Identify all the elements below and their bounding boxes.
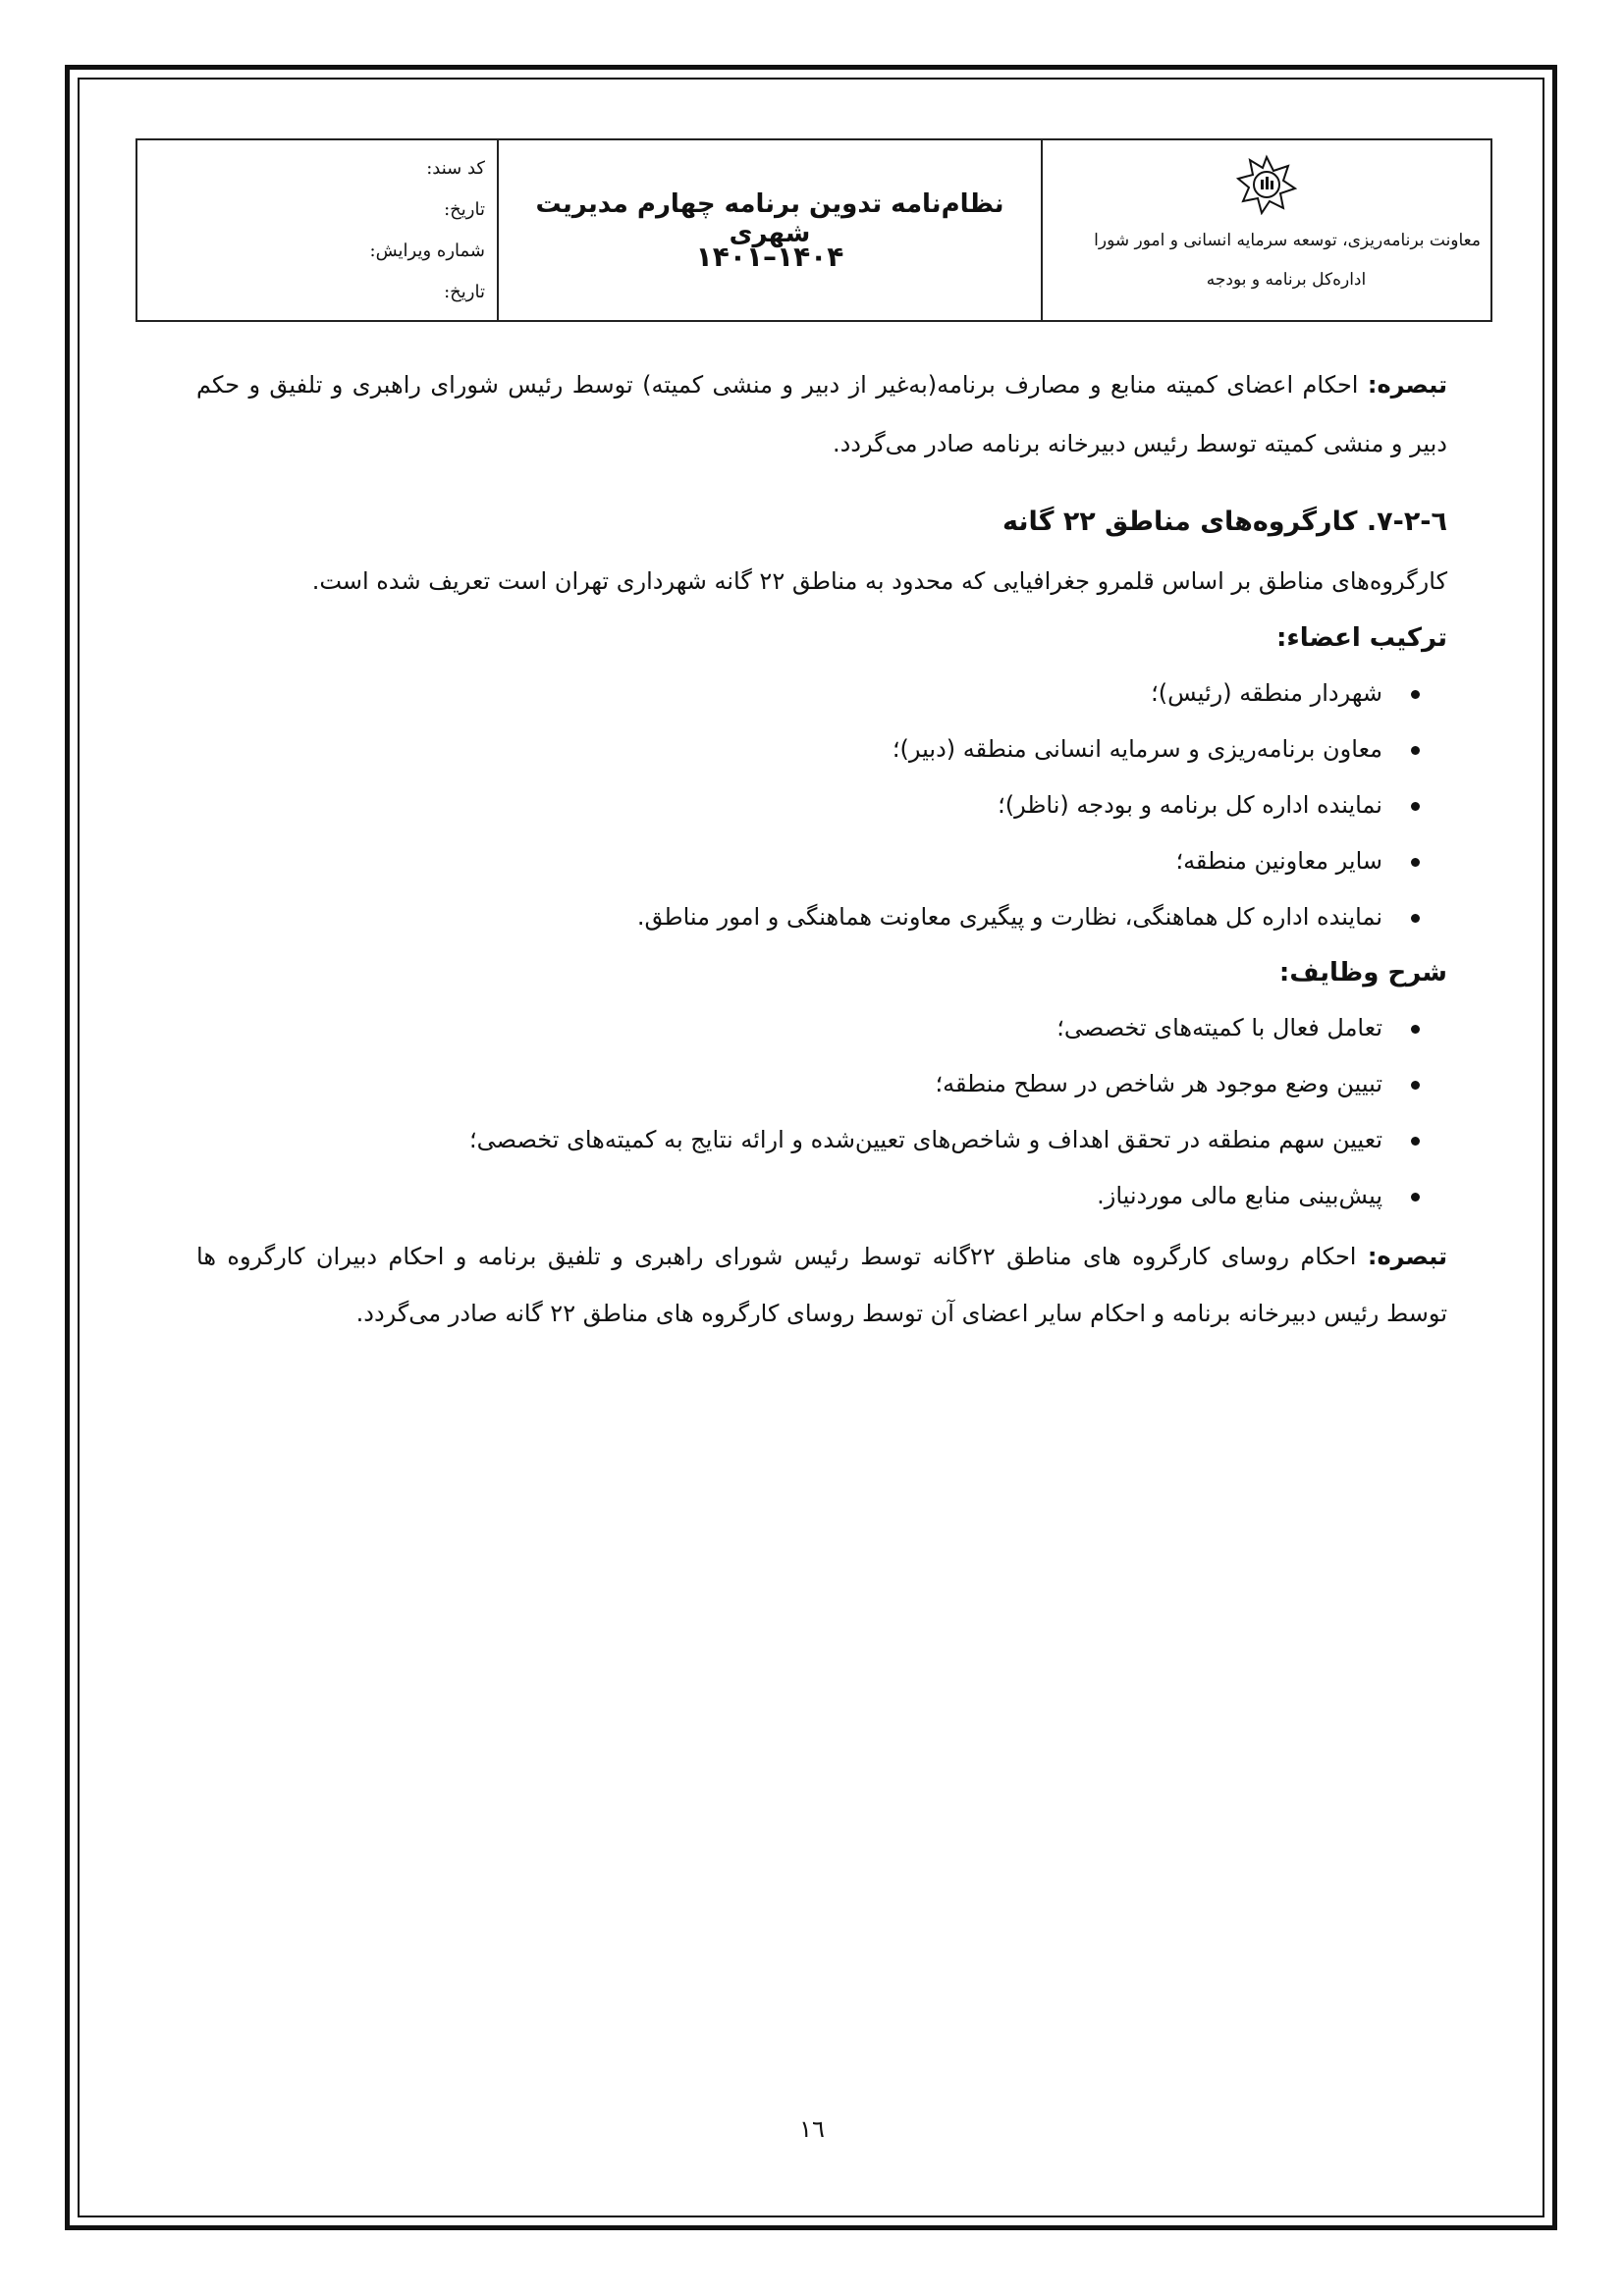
edition-label: شماره ویرایش: <box>369 240 485 261</box>
document-period: ۱۴۰۴–۱۴۰۱ <box>695 240 844 273</box>
members-list <box>196 666 1447 945</box>
bullet-icon <box>1411 1137 1420 1146</box>
bullet-icon <box>1411 690 1420 699</box>
list-item: نماینده اداره کل برنامه و بودجه (ناظر)؛ <box>196 777 1420 833</box>
note-label: تبصره: <box>1367 371 1447 399</box>
section-intro: کارگروه‌های مناطق بر اساس قلمرو جغرافیایی که محدود به مناطق ۲۲ گانه شهرداری تهران است تعریف شده است. <box>311 567 1447 595</box>
note-text: احکام روسای کارگروه های مناطق ۲۲گانه توسط رئیس شورای راهبری و تلفیق برنامه و احکام دبیران کارگروه ها توسط رئیس دبیرخانه برنامه و احکام سایر اعضای آن توسط روسای کارگروه های مناطق ۲۲ گانه صادر می‌گردد. <box>196 1243 1447 1327</box>
list-item: سایر معاونین منطقه؛ <box>196 833 1420 889</box>
bullet-icon <box>1411 1025 1420 1034</box>
list-item: نماینده اداره کل هماهنگی، نظارت و پیگیری معاونت هماهنگی و امور مناطق. <box>196 889 1420 945</box>
list-item: معاون برنامه‌ریزی و سرمایه انسانی منطقه (دبیر)؛ <box>196 721 1420 777</box>
note-text: احکام اعضای کمیته منابع و مصارف برنامه(به‌غیر از دبیر و منشی کمیته) توسط رئیس شورای راهبری و تلفیق و حکم دبیر و منشی کمیته توسط رئیس دبیرخانه برنامه صادر می‌گردد. <box>196 371 1447 457</box>
bullet-icon <box>1411 1193 1420 1201</box>
organization-name: معاونت برنامه‌ریزی، توسعه سرمایه انسانی و امور شورا <box>1094 231 1481 250</box>
document-body <box>196 355 1447 1342</box>
bullet-icon <box>1411 914 1420 923</box>
bullet-icon <box>1411 1081 1420 1090</box>
header-meta-cell <box>137 140 497 320</box>
note-paragraph-1 <box>196 355 1447 473</box>
list-item: تبیین وضع موجود هر شاخص در سطح منطقه؛ <box>196 1056 1420 1112</box>
section-heading <box>196 493 1447 552</box>
header-title-cell <box>497 140 1041 320</box>
doc-code-label: کد سند: <box>426 158 485 179</box>
list-item: پیش‌بینی منابع مالی موردنیاز. <box>196 1168 1420 1224</box>
revision-date-label: تاریخ: <box>444 282 485 302</box>
department-name: اداره‌کل برنامه و بودجه <box>1206 270 1367 290</box>
duties-heading: شرح وظایف: <box>1278 958 1447 988</box>
bullet-icon <box>1411 802 1420 811</box>
page-number: ۱٦ <box>799 2115 825 2143</box>
section-title: کارگروه‌های مناطق ۲۲ گانه <box>1002 507 1367 537</box>
bullet-icon <box>1411 858 1420 867</box>
duties-list <box>196 1000 1447 1224</box>
document-header <box>135 138 1492 322</box>
list-item: تعامل فعال با کمیته‌های تخصصی؛ <box>196 1000 1420 1056</box>
municipality-logo-icon <box>1236 154 1297 215</box>
bullet-icon <box>1411 746 1420 755</box>
header-organization-cell <box>1041 140 1490 320</box>
list-item: تعیین سهم منطقه در تحقق اهداف و شاخص‌های تعیین‌شده و ارائه نتایج به کمیته‌های تخصصی؛ <box>196 1112 1420 1168</box>
document-title: نظام‌نامه تدوین برنامه چهارم مدیریت شهری <box>535 189 1004 248</box>
members-heading: ترکیب اعضاء: <box>1276 623 1447 653</box>
note-label: تبصره: <box>1367 1243 1448 1270</box>
note-paragraph-2 <box>196 1228 1447 1342</box>
list-item: شهردار منطقه (رئیس)؛ <box>196 666 1420 721</box>
section-number: ٦-٢-٧. <box>1366 507 1447 537</box>
date-label: تاریخ: <box>444 199 485 220</box>
